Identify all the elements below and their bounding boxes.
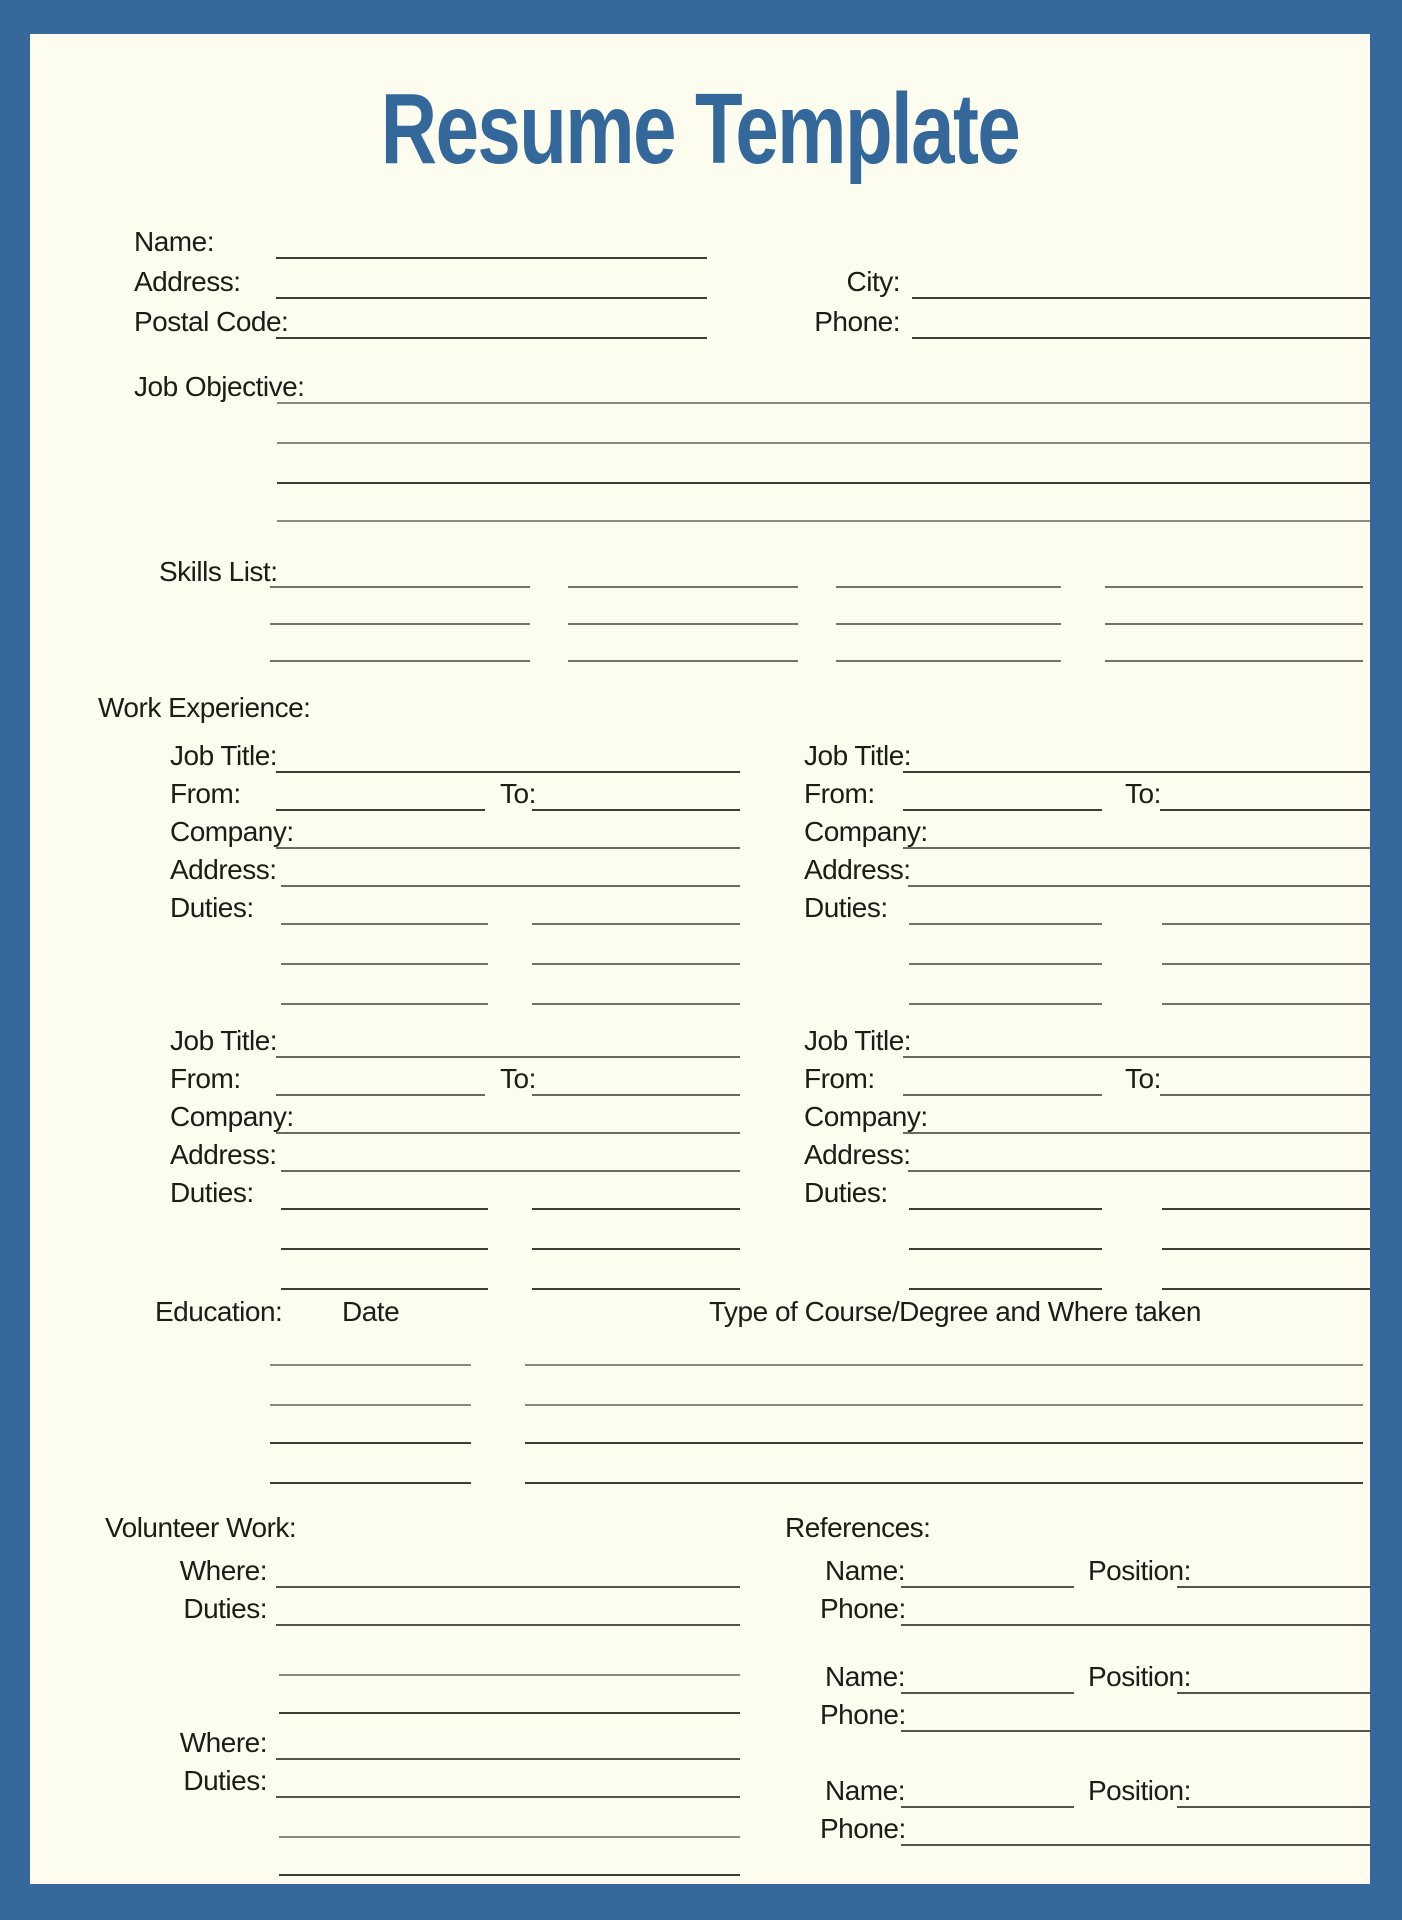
work-entry-3-duties-line	[532, 1248, 740, 1250]
work-entry-3-to-line	[532, 1094, 740, 1096]
work-entry-3-to-label: To:	[500, 1063, 536, 1094]
work-entry-2-job-title-line	[903, 771, 1370, 773]
volunteer-duties-label: Duties:	[183, 1765, 267, 1796]
education-date-line	[270, 1364, 471, 1366]
skills-blank-line	[836, 586, 1061, 588]
work-entry-3-duties-label: Duties:	[170, 1177, 254, 1208]
skills-list-label: Skills List:	[159, 556, 278, 587]
work-entry-4-duties-line	[1162, 1208, 1370, 1210]
volunteer-where-label: Where:	[179, 1727, 267, 1758]
reference-1-phone-line	[901, 1624, 1370, 1626]
reference-2-phone-line	[901, 1730, 1370, 1732]
job-objective-blank-line	[277, 442, 1370, 444]
work-entry-1-address-line	[281, 885, 740, 887]
work-entry-1-from-label: From:	[170, 778, 241, 809]
work-entry-1-duties-line	[532, 923, 740, 925]
work-entry-4-duties-line	[909, 1288, 1102, 1290]
work-entry-1-company-line	[276, 847, 740, 849]
education-course-line	[525, 1442, 1363, 1444]
work-entry-2-duties-line	[1162, 963, 1370, 965]
work-entry-4-job-title-label: Job Title:	[804, 1025, 912, 1056]
work-entry-1-duties-line	[281, 963, 488, 965]
reference-2-position-label: Position:	[1088, 1661, 1191, 1692]
reference-1-name-label: Name:	[825, 1555, 905, 1586]
reference-1-position-line	[1177, 1586, 1370, 1588]
volunteer-duties-line	[276, 1796, 740, 1798]
reference-2-position-line	[1177, 1692, 1370, 1694]
work-entry-4-address-line	[908, 1170, 1370, 1172]
work-entry-3-company-line	[276, 1132, 740, 1134]
work-entry-2-company-label: Company:	[804, 816, 928, 847]
work-entry-4-to-line	[1160, 1094, 1370, 1096]
reference-1-position-label: Position:	[1088, 1555, 1191, 1586]
work-entry-2-address-line	[908, 885, 1370, 887]
work-entry-2-duties-line	[909, 1003, 1102, 1005]
work-entry-4-address-label: Address:	[804, 1139, 911, 1170]
skills-blank-line	[836, 623, 1061, 625]
work-entry-3-company-label: Company:	[170, 1101, 294, 1132]
work-entry-1-duties-line	[281, 923, 488, 925]
work-entry-2-address-label: Address:	[804, 854, 911, 885]
reference-3-position-label: Position:	[1088, 1775, 1191, 1806]
education-date-line	[270, 1404, 471, 1406]
work-entry-4-company-label: Company:	[804, 1101, 928, 1132]
volunteer-where-line	[276, 1758, 740, 1760]
education-course-header: Type of Course/Degree and Where taken	[709, 1296, 1202, 1327]
work-entry-1-duties-label: Duties:	[170, 892, 254, 923]
work-entry-3-from-line	[276, 1094, 485, 1096]
volunteer-duties-line	[279, 1712, 740, 1714]
reference-3-name-line	[901, 1806, 1074, 1808]
work-entry-3-from-label: From:	[170, 1063, 241, 1094]
work-entry-2-duties-line	[1162, 1003, 1370, 1005]
work-entry-3-duties-line	[281, 1288, 488, 1290]
work-entry-4-duties-line	[1162, 1288, 1370, 1290]
work-entry-3-job-title-label: Job Title:	[170, 1025, 278, 1056]
work-entry-1-to-label: To:	[500, 778, 536, 809]
work-entry-2-to-line	[1160, 809, 1370, 811]
page-title: Resume Template	[380, 73, 1020, 185]
work-entry-2-from-line	[903, 809, 1102, 811]
phone-label: Phone:	[814, 306, 900, 337]
work-entry-4-from-label: From:	[804, 1063, 875, 1094]
work-entry-1-company-label: Company:	[170, 816, 294, 847]
work-entry-2-duties-line	[909, 923, 1102, 925]
education-course-line	[525, 1364, 1363, 1366]
postal-code-label: Postal Code:	[134, 306, 289, 337]
volunteer-where-line	[276, 1586, 740, 1588]
job-objective-label: Job Objective:	[134, 371, 305, 402]
education-course-line	[525, 1404, 1363, 1406]
name-blank-line	[276, 257, 707, 259]
address-label: Address:	[134, 266, 241, 297]
work-entry-3-duties-line	[281, 1208, 488, 1210]
work-entry-3-duties-line	[281, 1248, 488, 1250]
city-blank-line	[912, 297, 1370, 299]
reference-2-name-label: Name:	[825, 1661, 905, 1692]
reference-3-name-label: Name:	[825, 1775, 905, 1806]
skills-blank-line	[270, 660, 530, 662]
work-entry-3-duties-line	[532, 1288, 740, 1290]
address-blank-line	[276, 297, 707, 299]
work-entry-3-duties-line	[532, 1208, 740, 1210]
work-entry-2-from-label: From:	[804, 778, 875, 809]
education-date-header: Date	[342, 1296, 400, 1327]
work-entry-4-job-title-line	[903, 1056, 1370, 1058]
skills-blank-line	[1105, 623, 1363, 625]
skills-blank-line	[1105, 660, 1363, 662]
reference-3-position-line	[1177, 1806, 1370, 1808]
work-entry-1-from-line	[276, 809, 485, 811]
work-entry-1-duties-line	[532, 1003, 740, 1005]
work-entry-1-duties-line	[281, 1003, 488, 1005]
work-entry-2-duties-line	[909, 963, 1102, 965]
job-objective-blank-line	[277, 402, 1370, 404]
volunteer-duties-line	[279, 1836, 740, 1838]
reference-1-phone-label: Phone:	[820, 1593, 906, 1624]
work-entry-3-address-label: Address:	[170, 1139, 277, 1170]
skills-blank-line	[270, 586, 530, 588]
work-entry-2-duties-label: Duties:	[804, 892, 888, 923]
name-label: Name:	[134, 226, 214, 257]
reference-3-phone-label: Phone:	[820, 1813, 906, 1844]
work-entry-4-duties-line	[1162, 1248, 1370, 1250]
work-entry-1-job-title-label: Job Title:	[170, 740, 278, 771]
reference-3-phone-line	[901, 1844, 1370, 1846]
volunteer-duties-line	[276, 1624, 740, 1626]
work-entry-4-duties-line	[909, 1248, 1102, 1250]
work-entry-2-company-line	[903, 847, 1370, 849]
work-entry-2-to-label: To:	[1125, 778, 1161, 809]
work-entry-4-duties-label: Duties:	[804, 1177, 888, 1208]
work-entry-3-address-line	[281, 1170, 740, 1172]
references-header: References:	[785, 1512, 931, 1543]
work-entry-4-to-label: To:	[1125, 1063, 1161, 1094]
work-entry-4-from-line	[903, 1094, 1102, 1096]
skills-blank-line	[270, 623, 530, 625]
work-entry-2-job-title-label: Job Title:	[804, 740, 912, 771]
skills-blank-line	[1105, 586, 1363, 588]
postal-code-blank-line	[276, 337, 707, 339]
skills-blank-line	[568, 660, 798, 662]
education-date-line	[270, 1442, 471, 1444]
job-objective-blank-line	[277, 520, 1370, 522]
phone-blank-line	[912, 337, 1370, 339]
skills-blank-line	[568, 623, 798, 625]
education-course-line	[525, 1482, 1363, 1484]
volunteer-duties-line	[279, 1874, 740, 1876]
city-label: City:	[846, 266, 900, 297]
work-entry-1-to-line	[532, 809, 740, 811]
volunteer-work-header: Volunteer Work:	[105, 1512, 297, 1543]
education-label: Education:	[155, 1296, 283, 1327]
paper-sheet	[30, 34, 1370, 1884]
work-entry-4-company-line	[903, 1132, 1370, 1134]
skills-blank-line	[836, 660, 1061, 662]
reference-2-phone-label: Phone:	[820, 1699, 906, 1730]
volunteer-where-label: Where:	[179, 1555, 267, 1586]
reference-2-name-line	[901, 1692, 1074, 1694]
work-entry-1-address-label: Address:	[170, 854, 277, 885]
volunteer-duties-label: Duties:	[183, 1593, 267, 1624]
skills-blank-line	[568, 586, 798, 588]
work-entry-4-duties-line	[909, 1208, 1102, 1210]
work-entry-3-job-title-line	[276, 1056, 740, 1058]
volunteer-duties-line	[279, 1674, 740, 1676]
work-entry-2-duties-line	[1162, 923, 1370, 925]
work-entry-1-job-title-line	[276, 771, 740, 773]
education-date-line	[270, 1482, 471, 1484]
work-experience-header: Work Experience:	[98, 692, 311, 723]
reference-1-name-line	[901, 1586, 1074, 1588]
work-entry-1-duties-line	[532, 963, 740, 965]
job-objective-blank-line	[277, 482, 1370, 484]
